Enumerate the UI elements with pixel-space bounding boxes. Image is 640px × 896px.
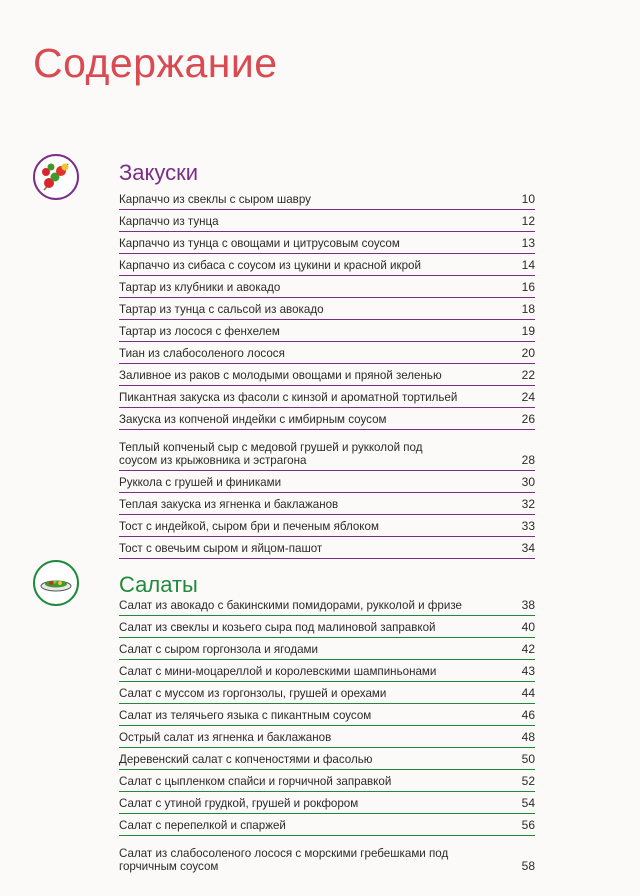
entry-page: 46	[521, 708, 535, 722]
entry-page: 13	[521, 236, 535, 250]
entry-title: Салат из слабосоленого лосося с морскими гребешками под горчичным соусом	[119, 847, 449, 873]
toc-entry[interactable]	[119, 342, 535, 364]
toc-entry[interactable]	[119, 408, 535, 430]
toc-entry[interactable]	[119, 792, 535, 814]
toc-entry[interactable]	[119, 232, 535, 254]
entry-title: Салат с муссом из горгонзолы, грушей и орехами	[119, 687, 387, 700]
toc-entry[interactable]	[119, 537, 535, 559]
entry-title: Тартар из лосося с фенхелем	[119, 325, 280, 338]
toc-entry[interactable]	[119, 660, 535, 682]
entry-page: 20	[521, 346, 535, 360]
entry-title: Салат из свеклы и козьего сыра под малиновой заправкой	[119, 621, 436, 634]
toc-entry[interactable]	[119, 594, 535, 616]
toc-entry[interactable]	[119, 770, 535, 792]
toc-entry[interactable]	[119, 515, 535, 537]
entry-page: 56	[521, 818, 535, 832]
entry-title: Тост с овечьим сыром и яйцом-пашот	[119, 542, 323, 555]
entry-page: 44	[521, 686, 535, 700]
entry-title: Пикантная закуска из фасоли с кинзой и ароматной тортильей	[119, 391, 458, 404]
entry-page: 38	[521, 598, 535, 612]
entry-title: Карпаччо из свеклы с сыром шавру	[119, 193, 311, 206]
toc-list	[119, 188, 535, 559]
toc-entry[interactable]	[119, 210, 535, 232]
salad-bowl-icon	[33, 560, 79, 606]
toc-entry[interactable]	[119, 814, 535, 836]
entry-title: Салат из телячьего языка с пикантным соусом	[119, 709, 372, 722]
toc-entry[interactable]	[119, 682, 535, 704]
kebab-skewer-icon	[33, 154, 79, 200]
toc-entry[interactable]	[119, 364, 535, 386]
section-title: Закуски	[119, 160, 199, 185]
entry-title: Руккола с грушей и финиками	[119, 476, 282, 489]
toc-entry[interactable]	[119, 638, 535, 660]
entry-title: Деревенский салат с копченостями и фасолью	[119, 753, 373, 766]
entry-page: 10	[521, 192, 535, 206]
toc-entry[interactable]	[119, 726, 535, 748]
toc-entry[interactable]	[119, 836, 535, 877]
entry-page: 42	[521, 642, 535, 656]
entry-page: 14	[521, 258, 535, 272]
entry-title: Закуска из копченой индейки с имбирным соусом	[119, 413, 387, 426]
entry-page: 19	[521, 324, 535, 338]
entry-title: Салат с перепелкой и спаржей	[119, 819, 286, 832]
entry-page: 43	[521, 664, 535, 678]
toc-entry[interactable]	[119, 748, 535, 770]
entry-page: 33	[521, 519, 535, 533]
toc-entry[interactable]	[119, 704, 535, 726]
toc-entry[interactable]	[119, 386, 535, 408]
entry-page: 26	[521, 412, 535, 426]
entry-page: 48	[521, 730, 535, 744]
entry-title: Салат с цыпленком спайси и горчичной заправкой	[119, 775, 392, 788]
toc-entry[interactable]	[119, 298, 535, 320]
entry-title: Карпаччо из тунца с овощами и цитрусовым соусом	[119, 237, 400, 250]
entry-page: 50	[521, 752, 535, 766]
page-title: Содержание	[33, 40, 278, 86]
entry-title: Заливное из раков с молодыми овощами и пряной зеленью	[119, 369, 442, 382]
entry-page: 28	[521, 453, 535, 467]
entry-page: 30	[521, 475, 535, 489]
toc-entry[interactable]	[119, 471, 535, 493]
entry-title: Карпаччо из тунца	[119, 215, 219, 228]
entry-title: Салат с сыром горгонзола и ягодами	[119, 643, 318, 656]
toc-list	[119, 594, 535, 877]
entry-title: Острый салат из ягненка и баклажанов	[119, 731, 332, 744]
section-title: Салаты	[119, 572, 198, 597]
entry-title: Карпаччо из сибаса с соусом из цукини и красной икрой	[119, 259, 421, 272]
entry-title: Салат из авокадо с бакинскими помидорами, рукколой и фризе	[119, 599, 462, 612]
entry-title: Салат с утиной грудкой, грушей и рокфором	[119, 797, 359, 810]
entry-page: 16	[521, 280, 535, 294]
entry-page: 32	[521, 497, 535, 511]
entry-page: 22	[521, 368, 535, 382]
entry-page: 40	[521, 620, 535, 634]
entry-title: Теплая закуска из ягненка и баклажанов	[119, 498, 339, 511]
entry-page: 24	[521, 390, 535, 404]
toc-entry[interactable]	[119, 493, 535, 515]
entry-page: 54	[521, 796, 535, 810]
entry-page: 18	[521, 302, 535, 316]
toc-entry[interactable]	[119, 188, 535, 210]
toc-entry[interactable]	[119, 254, 535, 276]
entry-title: Тартар из тунца с сальсой из авокадо	[119, 303, 324, 316]
entry-page: 52	[521, 774, 535, 788]
toc-entry[interactable]	[119, 276, 535, 298]
toc-entry[interactable]	[119, 320, 535, 342]
entry-title: Тартар из клубники и авокадо	[119, 281, 281, 294]
entry-page: 12	[521, 214, 535, 228]
entry-title: Теплый копченый сыр с медовой грушей и рукколой под соусом из крыжовника и эстрагона	[119, 441, 423, 467]
toc-entry[interactable]	[119, 616, 535, 638]
toc-entry[interactable]	[119, 430, 535, 471]
entry-title: Тост с индейкой, сыром бри и печеным яблоком	[119, 520, 379, 533]
entry-page: 34	[521, 541, 535, 555]
entry-page: 58	[521, 859, 535, 873]
entry-title: Тиан из слабосоленого лосося	[119, 347, 285, 360]
entry-title: Салат с мини-моцареллой и королевскими шампиньонами	[119, 665, 437, 678]
